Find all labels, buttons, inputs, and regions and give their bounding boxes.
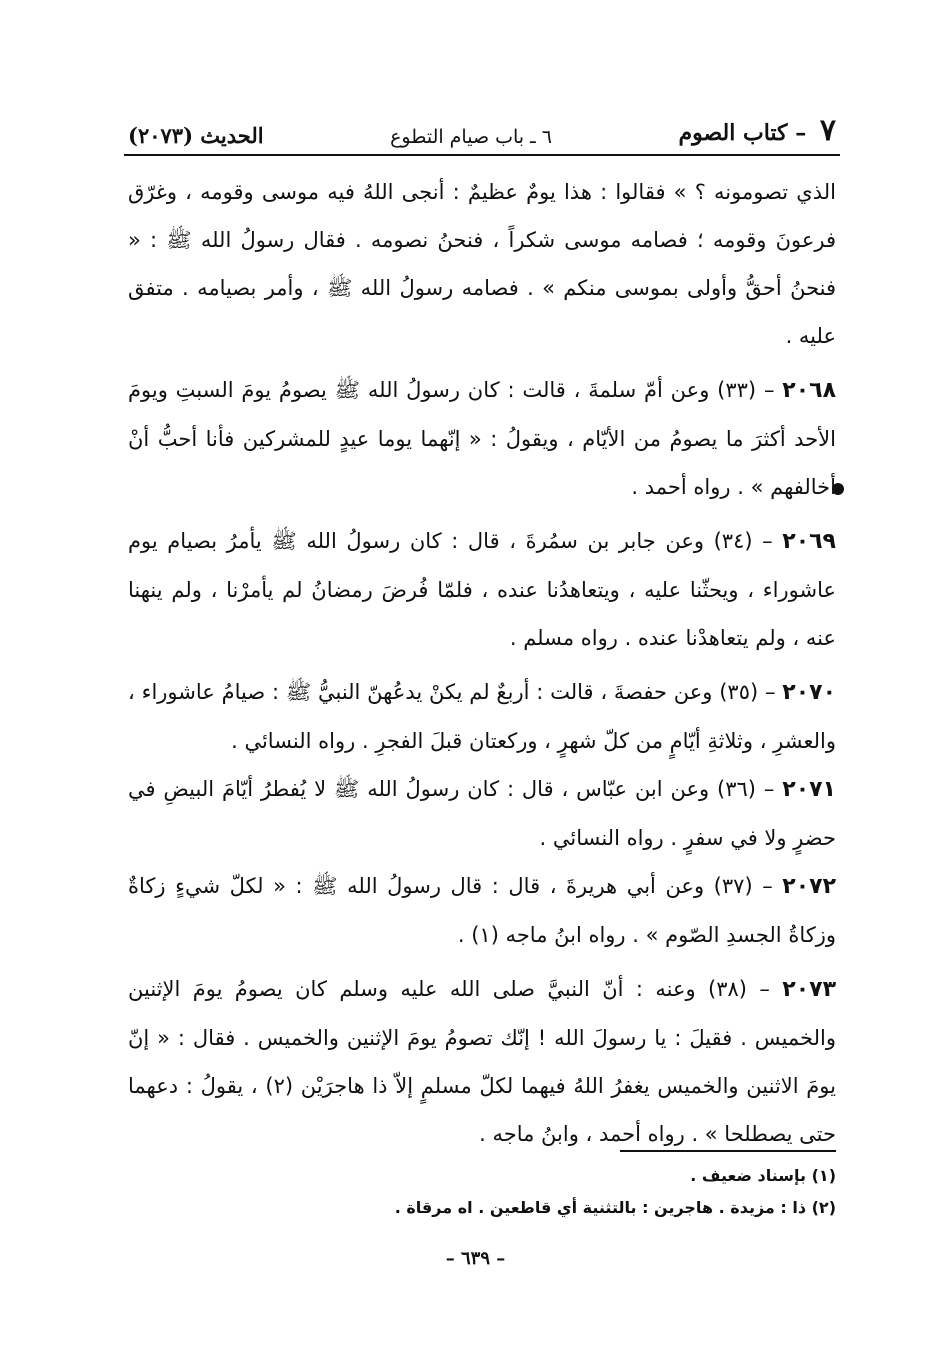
hadith-text: – (٣٤) وعن جابر بن سمُرةَ ، قال : كان رسولُ الله ﷺ يأمرُ بصيام يوم عاشوراء ، ويحثّنا عليه ، ويتعاهدُنا عنده ، فلمّا فُرضَ رمضانُ لم يأمرْنا ، ولم ينهنا عنه ، ولم يتعاهدْنا عنده . رواه مسلم . xyxy=(128,529,836,650)
hadith-text: – (٣٣) وعن أمّ سلمةَ ، قالت : كان رسولُ الله ﷺ يصومُ يومَ السبتِ ويومَ الأحد أكثرَ ما يصومُ من الأيّام ، ويقولُ : « إنّهما يوما عيدٍ للمشركين فأنا أحبُّ أنْ أخالفهم » . رواه أحمد . xyxy=(128,378,836,499)
hadith-number: ٢٠٦٩ xyxy=(782,529,836,554)
hadith-paragraph xyxy=(128,668,836,765)
hadith-number: ٢٠٧٢ xyxy=(782,874,836,899)
footnote: (١) بإسناد ضعيف . xyxy=(690,1166,836,1185)
header-divider xyxy=(124,154,840,156)
page-header xyxy=(128,108,836,148)
hadith-number: ٢٠٧٠ xyxy=(782,680,836,705)
section-title: ٦ ـ باب صيام التطوع xyxy=(390,126,552,148)
page-number: – ٦٣٩ – xyxy=(445,1248,506,1269)
intro-paragraph: الذي تصومونه ؟ » فقالوا : هذا يومٌ عظيمٌ : أنجى اللهُ فيه موسى وقومه ، وغرّق فرعونَ وقومه ؛ فصامه موسى شكراً ، فنحنُ نصومه . فقال رسولُ الله ﷺ : « فنحنُ أحقُّ وأولى بموسى منكم » . فصامه رسولُ الله ﷺ ، وأمر بصيامه . متفق عليه . xyxy=(128,180,836,348)
footnotes xyxy=(128,1160,836,1224)
footnote: (٢) ذا : مزيدة . هاجرين : بالتثنية أي قاطعين . اه مرقاة . xyxy=(394,1198,836,1217)
hadith-text: – (٣٦) وعن ابن عبّاس ، قال : كان رسولُ الله ﷺ لا يُفطرُ أيّامَ البيضِ في حضرٍ ولا في سفرٍ . رواه النسائي . xyxy=(128,777,836,850)
hadith-number: ٢٠٧٣ xyxy=(782,977,836,1002)
chapter-name: – كتاب الصوم xyxy=(678,120,807,146)
hadith-paragraph xyxy=(128,965,836,1158)
hadith-number: ٢٠٧١ xyxy=(782,777,836,802)
hadith-number: ٢٠٦٨ xyxy=(782,378,836,403)
hadith-paragraph xyxy=(128,862,836,959)
hadith-paragraph xyxy=(128,517,836,662)
hadith-paragraph xyxy=(128,765,836,862)
hadith-text: – (٣٥) وعن حفصةَ ، قالت : أربعٌ لم يكنْ يدعُهنّ النبيُّ ﷺ : صيامُ عاشوراء ، والعشرِ ، وثلاثةِ أيّامٍ من كلّ شهرٍ ، وركعتان قبلَ الفجرِ . رواه النسائي . xyxy=(128,680,836,753)
hadith-paragraph xyxy=(128,366,836,511)
footnote-divider xyxy=(620,1150,836,1152)
hadith-text: – (٣٧) وعن أبي هريرةَ ، قال : قال رسولُ الله ﷺ : « لكلّ شيءٍ زكاةٌ وزكاةُ الجسدِ الصّوم » . رواه ابنُ ماجه (١) . xyxy=(128,874,836,947)
hadith-text: – (٣٨) وعنه : أنّ النبيَّ صلى الله عليه وسلم كان يصومُ يومَ الإثنين والخميس . فقيلَ : يا رسولَ الله ! إنّك تصومُ يومَ الإثنين والخميس . فقال : « إنّ يومَ الاثنين والخميس يغفرُ اللهُ فيهما لكلّ مسلمٍ إلاّ ذا هاجرَيْن (٢) ، يقولُ : دعهما حتى يصطلحا » . رواه أحمد ، وابنُ ماجه . xyxy=(128,977,836,1146)
page-body xyxy=(128,168,836,1158)
chapter-number: ٧ xyxy=(819,113,836,148)
hadith-reference: الحديث (٢٠٧٣) xyxy=(128,123,264,148)
chapter-title xyxy=(678,113,836,148)
